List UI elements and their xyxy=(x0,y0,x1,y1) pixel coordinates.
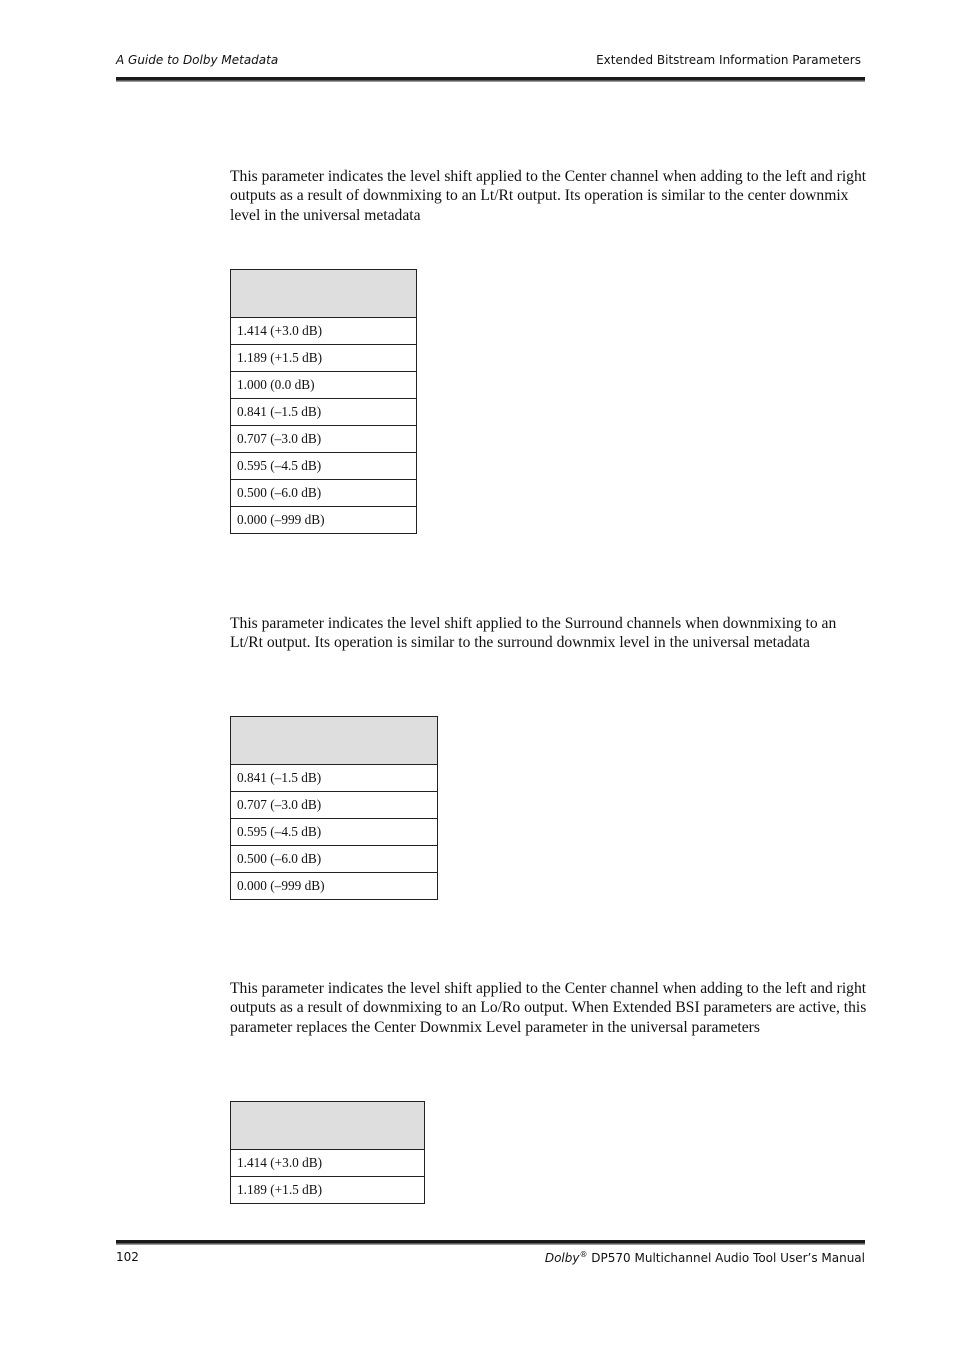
page-number: 102 xyxy=(116,1250,139,1264)
section-3-paragraph: This parameter indicates the level shift applied to the Center channel when adding to the left and right outputs as a result of downmixing to an Lo/Ro output. When Extended BSI parameters are active, this parameter replaces the Center Downmix Level parameter in the universal parameters xyxy=(230,980,867,1036)
manual-title xyxy=(545,1250,865,1265)
table-cell: 0.595 (–4.5 dB) xyxy=(231,819,438,846)
table-cell: 0.000 (–999 dB) xyxy=(231,507,417,534)
table-row xyxy=(231,819,438,846)
section-2-paragraph: This parameter indicates the level shift applied to the Surround channels when downmixing to an Lt/Rt output. Its operation is similar to the surround downmix level in the universal metadata xyxy=(230,615,837,652)
section-1-paragraph: This parameter indicates the level shift applied to the Center channel when adding to the left and right outputs as a result of downmixing to an Lt/Rt output. Its operation is similar to the center downmix level in the universal metadata xyxy=(230,168,867,224)
running-header-left: A Guide to Dolby Metadata xyxy=(116,53,279,67)
table-cell: 0.500 (–6.0 dB) xyxy=(231,480,417,507)
table-cell: 0.707 (–3.0 dB) xyxy=(231,426,417,453)
table-row xyxy=(231,1150,425,1177)
table-row xyxy=(231,792,438,819)
table-row xyxy=(231,1177,425,1204)
table-row xyxy=(231,480,417,507)
table-header-row xyxy=(231,270,417,318)
table-row xyxy=(231,765,438,792)
table-cell: 1.189 (+1.5 dB) xyxy=(231,1177,425,1204)
table-cell: 0.000 (–999 dB) xyxy=(231,873,438,900)
manual-title-text: DP570 Multichannel Audio Tool User’s Manual xyxy=(587,1251,865,1265)
table-header-row xyxy=(231,1102,425,1150)
registered-mark: ® xyxy=(579,1250,588,1259)
table-cell: 1.000 (0.0 dB) xyxy=(231,372,417,399)
table-header-row xyxy=(231,717,438,765)
footer-rule xyxy=(116,1240,865,1245)
table-cell: 0.841 (–1.5 dB) xyxy=(231,765,438,792)
table-cell: 0.500 (–6.0 dB) xyxy=(231,846,438,873)
table-cell: 0.841 (–1.5 dB) xyxy=(231,399,417,426)
table-row xyxy=(231,426,417,453)
table-row xyxy=(231,873,438,900)
running-header-right: Extended Bitstream Information Parameters xyxy=(596,53,861,67)
table-row xyxy=(231,372,417,399)
header-rule xyxy=(116,77,865,82)
table-cell: 0.595 (–4.5 dB) xyxy=(231,453,417,480)
brand-name: Dolby xyxy=(544,1251,580,1265)
table-row xyxy=(231,846,438,873)
table-cell: 1.414 (+3.0 dB) xyxy=(231,1150,425,1177)
table-row xyxy=(231,399,417,426)
table-header-cell xyxy=(231,1102,425,1150)
section-1-value-table xyxy=(230,269,417,534)
table-header-cell xyxy=(231,270,417,318)
table-row xyxy=(231,507,417,534)
table-cell: 1.414 (+3.0 dB) xyxy=(231,318,417,345)
table-cell: 0.707 (–3.0 dB) xyxy=(231,792,438,819)
table-row xyxy=(231,345,417,372)
section-3-value-table xyxy=(230,1101,425,1204)
table-cell: 1.189 (+1.5 dB) xyxy=(231,345,417,372)
section-2-value-table xyxy=(230,716,438,900)
table-row xyxy=(231,318,417,345)
table-header-cell xyxy=(231,717,438,765)
table-row xyxy=(231,453,417,480)
